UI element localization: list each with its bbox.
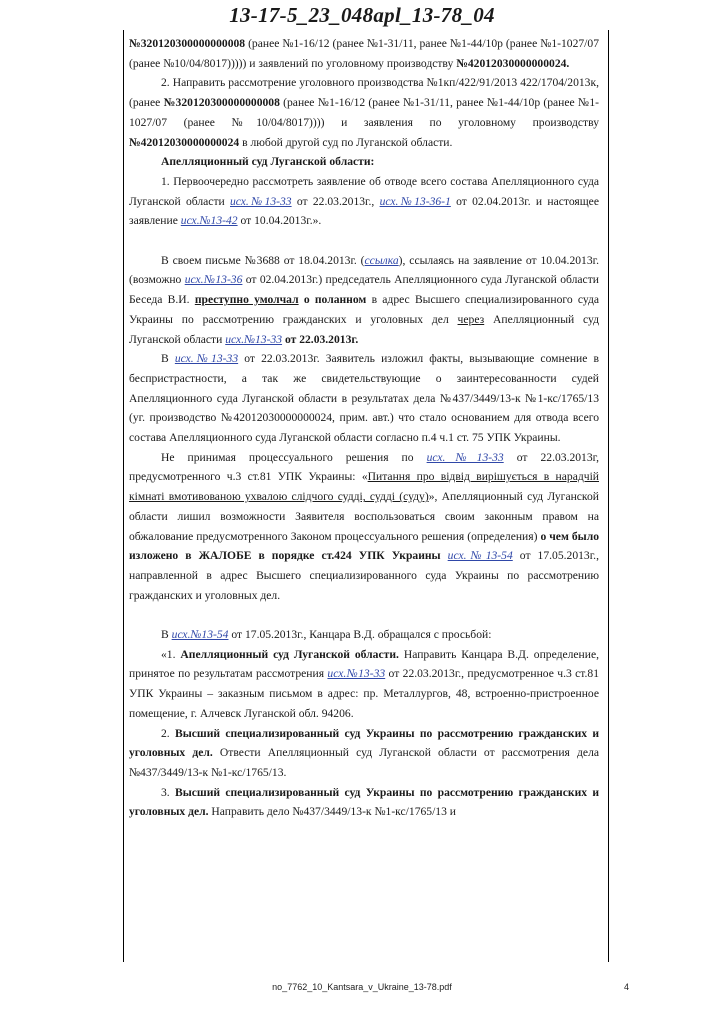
text-run: «1. <box>161 647 181 661</box>
text-run: от 22.03.2013г, предусмотренного ч.3 ст.81 УПК Украины: « <box>129 450 599 484</box>
bold-text: о чем было изложено в ЖАЛОБЕ в порядке ст.424 УПК Украины <box>129 529 599 563</box>
text-run: (ранее №1-16/12 (ранее №1-31/11, ранее №1-44/10р (ранее №1-1027/07 (ранее №10/04/8017))))) и заявлений по уголовному производству <box>129 37 599 70</box>
text-run: от 17.05.2013г., направленной в адрес Высшего специализированного суда Украины по рассмотрению гражданских и уголовных дел. <box>129 549 599 602</box>
paragraph-10 <box>129 724 599 783</box>
bold-text: №42012030000000024 <box>129 135 240 149</box>
text-run: 2. Направить рассмотрение уголовного производства №1кп/422/91/2013 422/1704/2013к, (ранее <box>129 76 599 110</box>
text-run: в адрес Высшего специализированного суда Украины по рассмотрению гражданских и уголовных дел <box>129 293 599 326</box>
text-run: от 22.03.2013г. Заявитель изложил факты, вызывающие сомнение в беспристрастности, а так же свидетельствующие о заинтересованности судей Апелляционного суда Луганской области в результатах дела №437/3449/13-к №1-кс/1765/13 (уг. производство №42012030000000024, прим. авт.) что стало основанием для отвода всего состава Апелляционного суда Луганской области согласно п.4 ч.1 ст. 75 УПК Украины. <box>129 352 599 445</box>
underlined-text: через <box>457 312 485 326</box>
reference-link[interactable]: исх.№13-33 <box>426 450 504 464</box>
bold-text: Апелляционный суд Луганской области. <box>180 647 399 661</box>
reference-link[interactable]: исх.№13-33 <box>230 194 292 208</box>
paragraph-2 <box>129 73 599 152</box>
text-run <box>441 549 448 562</box>
text-run: 2. <box>161 726 175 740</box>
reference-link[interactable]: исх.№13-36 <box>184 273 243 287</box>
footer-page-number: 4 <box>624 982 630 992</box>
reference-link[interactable]: исх.№13-33 <box>225 332 283 346</box>
text-run: Апелляционный суд Луганской области <box>129 312 599 346</box>
paragraph-6 <box>129 349 599 448</box>
paragraph-gap <box>129 605 599 625</box>
text-run: (ранее №1-16/12 (ранее №1-31/11, ранее №1-44/10р (ранее №1-1027/07 (ранее №10/04/8017)))) и заявления по уголовному производству <box>129 96 599 129</box>
reference-link[interactable]: исх.№13-54 <box>447 549 513 563</box>
text-run: Направить дело №437/3449/13-к №1-кс/1765/13 и <box>208 805 457 819</box>
underlined-text: Питання про відвід вирішується в нарадчій кімнаті вмотивованою ухвалою слідчого судді, судді (суду) <box>129 470 599 504</box>
document-header-title: 13-17-5_23_048apl_13-78_04 <box>229 3 495 27</box>
bold-underlined-text: преступно умолчал <box>194 293 299 307</box>
text-run: ), ссылаясь на заявление от 10.04.2013г. (возможно <box>129 253 599 287</box>
text-run: от 22.03.2013г., <box>291 194 380 208</box>
bold-text: №320120300000000008 <box>129 37 246 50</box>
paragraph-4 <box>129 172 599 231</box>
reference-link[interactable]: ссылка <box>364 253 399 267</box>
text-run: В <box>161 628 172 642</box>
bold-text: от 22.03.2013г. <box>282 332 359 346</box>
paragraph-gap <box>129 231 599 251</box>
reference-link[interactable]: исх.№13-33 <box>327 667 386 681</box>
reference-link[interactable]: исх.№13-54 <box>171 628 229 642</box>
text-run: Направить Канцара В.Д. определение, принятое по результатам рассмотрения <box>129 647 600 681</box>
text-run: В своем письме №3688 от 18.04.2013г. ( <box>161 253 365 267</box>
document-body <box>129 34 599 822</box>
reference-link[interactable]: исх.№13-36-1 <box>379 194 451 208</box>
text-run: В <box>161 352 175 366</box>
paragraph-1 <box>129 34 599 73</box>
bold-text: Высший специализированный суд Украины по рассмотрению гражданских и уголовных дел. <box>129 785 600 819</box>
text-run: Отвести Апелляционный суд Луганской области от рассмотрения дела №437/3449/13-к №1-кс/1765/13. <box>129 746 600 779</box>
bold-text: №42012030000000024. <box>456 56 570 70</box>
paragraph-5 <box>129 251 599 350</box>
text-run: », Апелляционный суд Луганской области лишил возможности Заявителя воспользоваться своим законным правом на обжалование предусмотренного Законом процессуального решения (определения) <box>129 490 599 543</box>
text-run: от 02.04.2013г.) председатель Апелляционного суда Луганской области Беседа В.И. <box>129 273 599 307</box>
bold-text: Высший специализированный суд Украины по рассмотрению гражданских и уголовных дел. <box>129 726 600 760</box>
paragraph-7 <box>129 448 599 606</box>
paragraph-11 <box>129 783 599 822</box>
footer-filename: no_7762_10_Kantsara_v_Ukraine_13-78.pdf <box>272 982 452 992</box>
text-run: от 10.04.2013г.». <box>237 214 322 228</box>
paragraph-8 <box>129 625 599 645</box>
reference-link[interactable]: исх.№13-42 <box>180 214 238 228</box>
text-run: от 02.04.2013г. и настоящее заявление <box>129 194 599 228</box>
bold-text: №320120300000000008 <box>163 96 280 110</box>
text-run: Не принимая процессуального решения по <box>161 450 427 464</box>
bold-text: о поланном <box>298 293 367 307</box>
text-run: в любой другой суд по Луганской области. <box>239 135 453 149</box>
text-run: 3. <box>161 785 175 799</box>
bold-text: Апелляционный суд Луганской области: <box>161 155 375 169</box>
paragraph-9 <box>129 645 599 724</box>
paragraph-3-heading <box>129 152 599 172</box>
reference-link[interactable]: исх.№13-33 <box>174 352 239 366</box>
text-run: от 22.03.2013г., предусмотренное ч.3 ст.81 УПК Украины – заказным письмом в адрес: пр. Металлургов, 48, встроенно-пристроенное помещение, г. Алчевск Луганской обл. 94206. <box>129 667 599 720</box>
text-run: 1. Первоочередно рассмотреть заявление об отводе всего состава Апелляционного суда Луганской области <box>129 174 599 208</box>
text-run: от 17.05.2013г., Канцара В.Д. обращался с просьбой: <box>228 628 492 642</box>
